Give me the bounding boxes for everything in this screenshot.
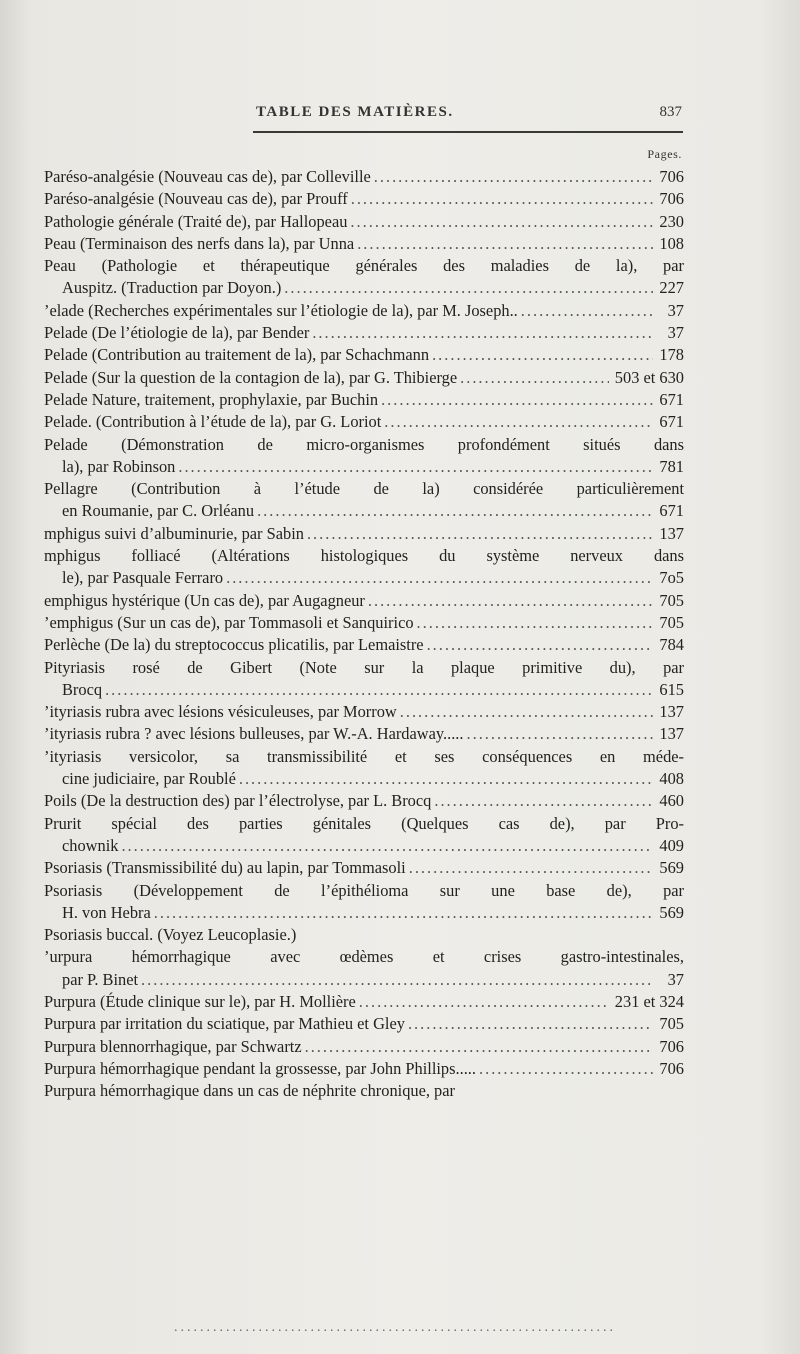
toc-entry-line [44,300,684,322]
toc-entry-text: en Roumanie, par C. Orléanu [62,501,255,521]
toc-page-ref: 671 [659,389,684,409]
leader-dots [351,188,654,210]
toc-page-ref: 706 [659,167,684,186]
leader-dots [226,567,653,589]
toc-page-ref: 569 [659,858,684,878]
toc-entry [44,389,684,411]
leader-dots [368,590,654,612]
toc-entry-line [44,567,684,589]
toc-entry [44,701,684,723]
toc-page-ref: 137 [659,724,684,744]
toc-entry-text: ’urpura hémorrhagique avec œdèmes et crises gastro-intestinales, [44,947,684,967]
toc-entry-line [44,813,684,835]
toc-entry [44,880,684,925]
toc-entry [44,991,684,1013]
toc-page-ref: 615 [659,679,684,699]
toc-page-ref: 705 [659,590,684,610]
toc-entry-text: ’ityriasis rubra ? avec lésions bulleuses, par W.-A. Hardaway..... [44,724,464,744]
toc-entry-text: Poils (De la destruction des) par l’électrolyse, par L. Brocq [44,791,432,811]
leader-dots [239,768,654,790]
toc-page-ref: 671 [659,412,684,432]
toc-entry-text: ’ityriasis versicolor, sa transmissibilité et ses conséquences en méde- [44,746,684,766]
toc-entry-line [44,790,684,812]
toc-entry [44,1058,684,1080]
leader-dots [381,389,653,411]
toc-entry-line [44,590,684,612]
toc-entry-line [44,166,684,188]
toc-entry-text: par P. Binet [62,969,139,989]
toc-entry-line [44,857,684,879]
toc-entry [44,723,684,745]
toc-entry-line [44,478,684,500]
toc-page-ref: 230 [659,211,684,231]
toc-entry-text: ’elade (Recherches expérimentales sur l’étiologie de la), par M. Joseph.. [44,300,518,320]
toc-entry-text: Prurit spécial des parties génitales (Quelques cas de), par Pro- [44,813,684,833]
leader-dots [141,969,654,991]
toc-entry-line [44,723,684,745]
toc-entry-text: chownik [62,835,119,855]
leader-dots [427,634,654,656]
toc-entry [44,924,684,946]
toc-entry-line [44,1036,684,1058]
leader-dots [154,902,654,924]
leader-dots [521,300,654,322]
leader-dots [408,1013,653,1035]
toc-page-ref: 706 [659,1036,684,1056]
toc-entry-line [44,523,684,545]
leader-dots [178,456,653,478]
leader-dots [374,166,654,188]
toc-entry-line [44,969,684,991]
toc-entry [44,634,684,656]
leader-dots [307,523,653,545]
toc-page-ref: 7o5 [659,568,684,588]
toc-entry-line [44,1013,684,1035]
leader-dots [350,211,653,233]
toc-page-ref: 231 et 324 [614,991,684,1011]
leader-dots [400,701,654,723]
toc-entry-line [44,456,684,478]
toc-entry-text: Peau (Terminaison des nerfs dans la), par Unna [44,233,355,253]
toc-entry-text: la), par Robinson [62,456,176,476]
toc-entry-line [44,188,684,210]
toc-entry-text: Pathologie générale (Traité de), par Hallopeau [44,211,348,231]
toc-entry-line [44,500,684,522]
toc-entry-text: H. von Hebra [62,902,151,922]
toc-entry [44,434,684,479]
toc-entry-line [44,367,684,389]
toc-entry-line [44,434,684,456]
toc-page-ref: 671 [659,501,684,521]
toc-entry [44,813,684,858]
toc-page-ref: 705 [659,1014,684,1034]
toc-entry [44,612,684,634]
toc-entry-text: Brocq [62,679,103,699]
toc-entry-line [44,255,684,277]
table-of-contents [44,166,684,1102]
toc-page-ref: 137 [659,523,684,543]
toc-entry [44,188,684,210]
toc-entry [44,300,684,322]
toc-page-ref: 706 [659,1058,684,1078]
toc-entry-text: ’emphigus (Sur un cas de), par Tommasoli et Sanquirico [44,612,414,632]
toc-entry-line [44,679,684,701]
toc-page-ref: 409 [659,835,684,855]
toc-entry-line [44,701,684,723]
toc-entry [44,590,684,612]
leader-dots [467,723,654,745]
toc-entry-text: ’ityriasis rubra avec lésions vésiculeuses, par Morrow [44,702,397,722]
toc-entry-line [44,322,684,344]
leader-dots [409,857,654,879]
toc-entry [44,1080,684,1102]
toc-entry-text: Pelade. (Contribution à l’étude de la), par G. Loriot [44,412,382,432]
toc-page-ref: 705 [659,612,684,632]
toc-entry [44,857,684,879]
toc-entry-line [44,835,684,857]
toc-page-ref: 178 [659,345,684,365]
toc-entry [44,790,684,812]
leader-dots [284,277,653,299]
toc-entry-line [44,545,684,567]
toc-entry-line [44,634,684,656]
toc-entry-line [44,277,684,299]
toc-page-ref: 503 et 630 [614,367,684,387]
toc-page-ref: 569 [659,902,684,922]
toc-entry-text: Pelade (De l’étiologie de la), par Bender [44,323,310,343]
toc-entry-text: Auspitz. (Traduction par Doyon.) [62,278,282,298]
toc-entry [44,946,684,991]
toc-entry-line [44,902,684,924]
leader-dots [432,344,653,366]
toc-entry-text: Purpura hémorrhagique pendant la grossesse, par John Phillips..... [44,1058,476,1078]
toc-entry-text: Pellagre (Contribution à l’étude de la) considérée particulièrement [44,479,684,499]
toc-entry-text: Purpura hémorrhagique dans un cas de néphrite chronique, par [44,1081,455,1101]
toc-page-ref: 108 [659,233,684,253]
toc-entry-text: Pelade (Contribution au traitement de la), par Schachmann [44,345,430,365]
toc-entry [44,478,684,523]
leader-dots [434,790,653,812]
toc-entry-text: Purpura blennorrhagique, par Schwartz [44,1036,302,1056]
toc-page-ref: 137 [659,702,684,722]
toc-entry-line [44,233,684,255]
toc-entry-text: Purpura par irritation du sciatique, par Mathieu et Gley [44,1014,405,1034]
toc-entry [44,322,684,344]
leader-dots [460,367,609,389]
toc-entry-text: mphigus suivi d’albuminurie, par Sabin [44,523,304,543]
toc-entry-line [44,657,684,679]
toc-entry-line [44,344,684,366]
toc-entry-text: Pelade (Sur la question de la contagion de la), par G. Thibierge [44,367,458,387]
toc-entry-line [44,411,684,433]
leader-dots [105,679,653,701]
toc-entry-line [44,612,684,634]
toc-entry-line [44,991,684,1013]
toc-entry [44,211,684,233]
toc-entry-text: mphigus folliacé (Altérations histologiques du système nerveux dans [44,546,684,566]
toc-entry-text: Paréso-analgésie (Nouveau cas de), par Colleville [44,167,371,186]
leader-dots [257,500,653,522]
toc-page-ref: 706 [659,189,684,209]
toc-page-ref: 460 [659,791,684,811]
leader-dots [359,991,609,1013]
toc-page-ref: 781 [659,456,684,476]
leader-dots [357,233,653,255]
toc-entry-line [44,768,684,790]
toc-entry [44,411,684,433]
toc-entry-line [44,880,684,902]
toc-entry-text: Purpura (Étude clinique sur le), par H. Mollière [44,991,356,1011]
toc-entry-text: Paréso-analgésie (Nouveau cas de), par Prouff [44,189,348,209]
page-number: 837 [659,104,682,120]
toc-page-ref: 37 [667,323,684,343]
toc-entry-text: Peau (Pathologie et thérapeutique générales des maladies de la), par [44,256,684,276]
toc-entry-line [44,1080,684,1102]
header-rule [253,131,683,133]
toc-entry [44,657,684,702]
toc-entry [44,1036,684,1058]
toc-entry-text: Psoriasis buccal. (Voyez Leucoplasie.) [44,925,297,945]
pages-column-label: Pages. [647,147,682,161]
trailing-leader-dots [174,1322,614,1334]
leader-dots [305,1036,654,1058]
toc-entry-text: emphigus hystérique (Un cas de), par Augagneur [44,590,365,610]
toc-page-ref: 784 [659,635,684,655]
toc-entry-line [44,946,684,968]
toc-entry-text: Pelade Nature, traitement, prophylaxie, par Buchin [44,389,379,409]
toc-entry-line [44,924,684,946]
toc-entry-text: cine judiciaire, par Roublé [62,769,236,789]
leader-dots [121,835,653,857]
toc-entry [44,255,684,300]
toc-entry-text: Pelade (Démonstration de micro-organismes profondément situés dans [44,434,684,454]
toc-entry-line [44,389,684,411]
leader-dots [312,322,654,344]
toc-entry-line [44,211,684,233]
toc-entry-text: le), par Pasquale Ferraro [62,568,224,588]
toc-entry-text: Pityriasis rosé de Gibert (Note sur la plaque primitive du), par [44,657,684,677]
toc-entry [44,1013,684,1035]
running-head [0,104,800,128]
toc-entry [44,344,684,366]
toc-entry-line [44,746,684,768]
toc-entry-text: Psoriasis (Développement de l’épithélioma sur une base de), par [44,880,684,900]
toc-entry-line [44,1058,684,1080]
toc-entry [44,545,684,590]
toc-page-ref: 227 [659,278,684,298]
toc-entry-text: Perlèche (De la) du streptococcus plicatilis, par Lemaistre [44,635,424,655]
leader-dots [417,612,654,634]
toc-entry [44,746,684,791]
leader-dots [384,411,653,433]
toc-page-ref: 37 [667,300,684,320]
toc-entry [44,367,684,389]
toc-entry [44,166,684,188]
toc-page-ref: 408 [659,769,684,789]
running-head-title: TABLE DES MATIÈRES. [256,104,454,120]
toc-entry [44,523,684,545]
toc-entry [44,233,684,255]
leader-dots [479,1058,653,1080]
toc-entry-text: Psoriasis (Transmissibilité du) au lapin, par Tommasoli [44,858,406,878]
toc-page-ref: 37 [667,969,684,989]
